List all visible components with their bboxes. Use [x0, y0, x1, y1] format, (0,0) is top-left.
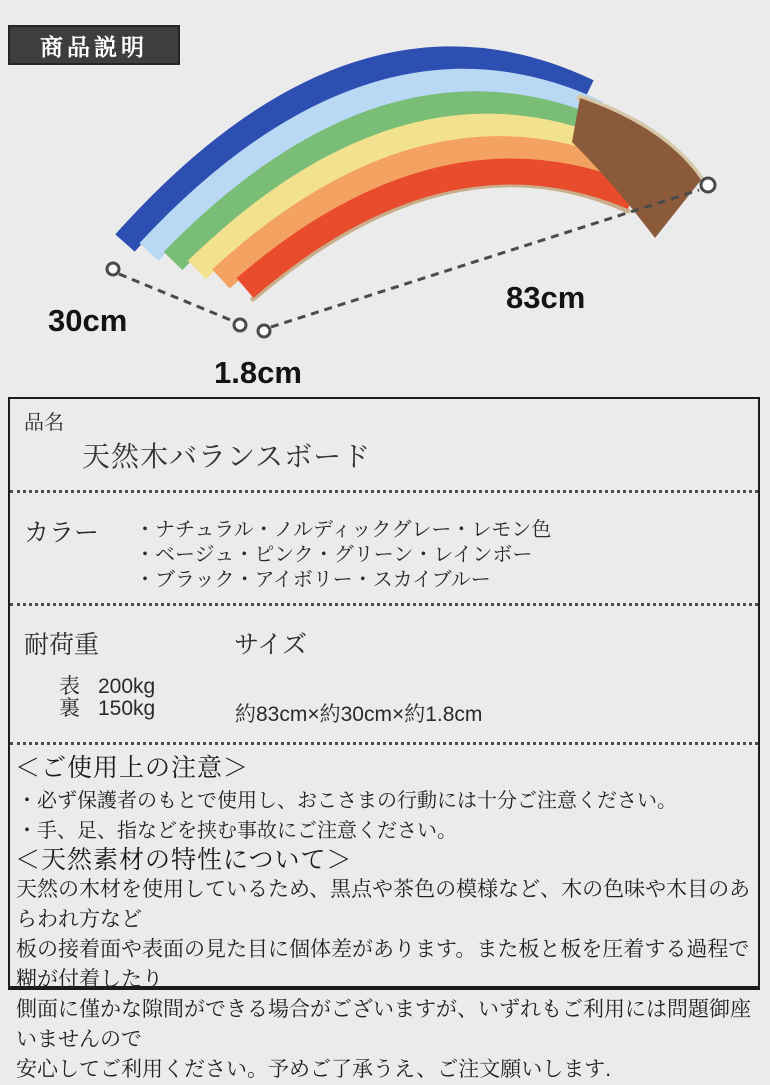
product-figure: [0, 40, 770, 396]
spec-label-size: サイズ: [234, 631, 308, 659]
spec-label-color: カラー: [24, 519, 100, 547]
material-notes-heading: ＜天然素材の特性について＞: [15, 846, 353, 874]
dimension-endpoint-circle: [701, 178, 715, 192]
dimension-line-width: [119, 274, 233, 321]
balance-board-illustration: [0, 40, 770, 396]
size-value: 約83cm×約30cm×約1.8cm: [235, 703, 483, 726]
load-entry-label: 裏: [59, 697, 80, 720]
material-notes-line: 側面に僅かな隙間ができる場合がございますが、いずれもご利用には問題御座いませんので: [16, 998, 751, 1051]
color-options-line: ・ベージュ・ピンク・グリーン・レインボー: [135, 544, 533, 566]
dimension-label-thickness: 1.8cm: [214, 355, 302, 390]
material-notes-line: 安心してご利用ください。予めご了承うえ、ご注文願いします.: [16, 1058, 612, 1081]
dimension-endpoint-circle: [234, 319, 246, 331]
load-entry-back: [59, 698, 155, 720]
section-header-label: 商品説明: [40, 33, 148, 60]
load-entry-front: [59, 676, 155, 698]
board-stripes: [125, 59, 633, 299]
dimension-endpoint-circle: [258, 325, 270, 337]
row-divider: [10, 490, 758, 493]
usage-notes-heading: ＜ご使用上の注意＞: [15, 754, 250, 782]
load-entry-value: 150kg: [98, 697, 156, 720]
load-entry-value: 200kg: [98, 675, 156, 698]
color-options-list: [135, 518, 551, 593]
dimension-label-length: 83cm: [506, 280, 586, 315]
color-options-line: ・ブラック・アイボリー・スカイブルー: [135, 569, 491, 591]
spec-table: [8, 397, 760, 1081]
spec-label-name: 品名: [24, 412, 64, 434]
material-notes-paragraph: [16, 875, 758, 1085]
material-notes-line: 天然の木材を使用しているため、黒点や茶色の模様など、木の色味や木目のあらわれ方など: [16, 878, 751, 931]
load-entry-label: 表: [59, 675, 80, 698]
product-name: 天然木バランスボード: [82, 441, 372, 472]
spec-label-load: 耐荷重: [24, 631, 100, 659]
usage-note-item: ・手、足、指などを挟む事故にご注意ください。: [17, 820, 457, 842]
row-divider: [10, 603, 758, 606]
dimension-endpoint-circle: [107, 263, 119, 275]
material-notes-line: 板の接着面や表面の見た目に個体差があります。また板と板を圧着する過程で糊が付着したり: [16, 938, 750, 991]
dimension-label-width: 30cm: [48, 303, 128, 338]
usage-note-item: ・必ず保護者のもとで使用し、おこさまの行動には十分ご注意ください。: [17, 790, 677, 812]
row-divider: [10, 742, 758, 745]
color-options-line: ・ナチュラル・ノルディックグレー・レモン色: [135, 519, 552, 541]
